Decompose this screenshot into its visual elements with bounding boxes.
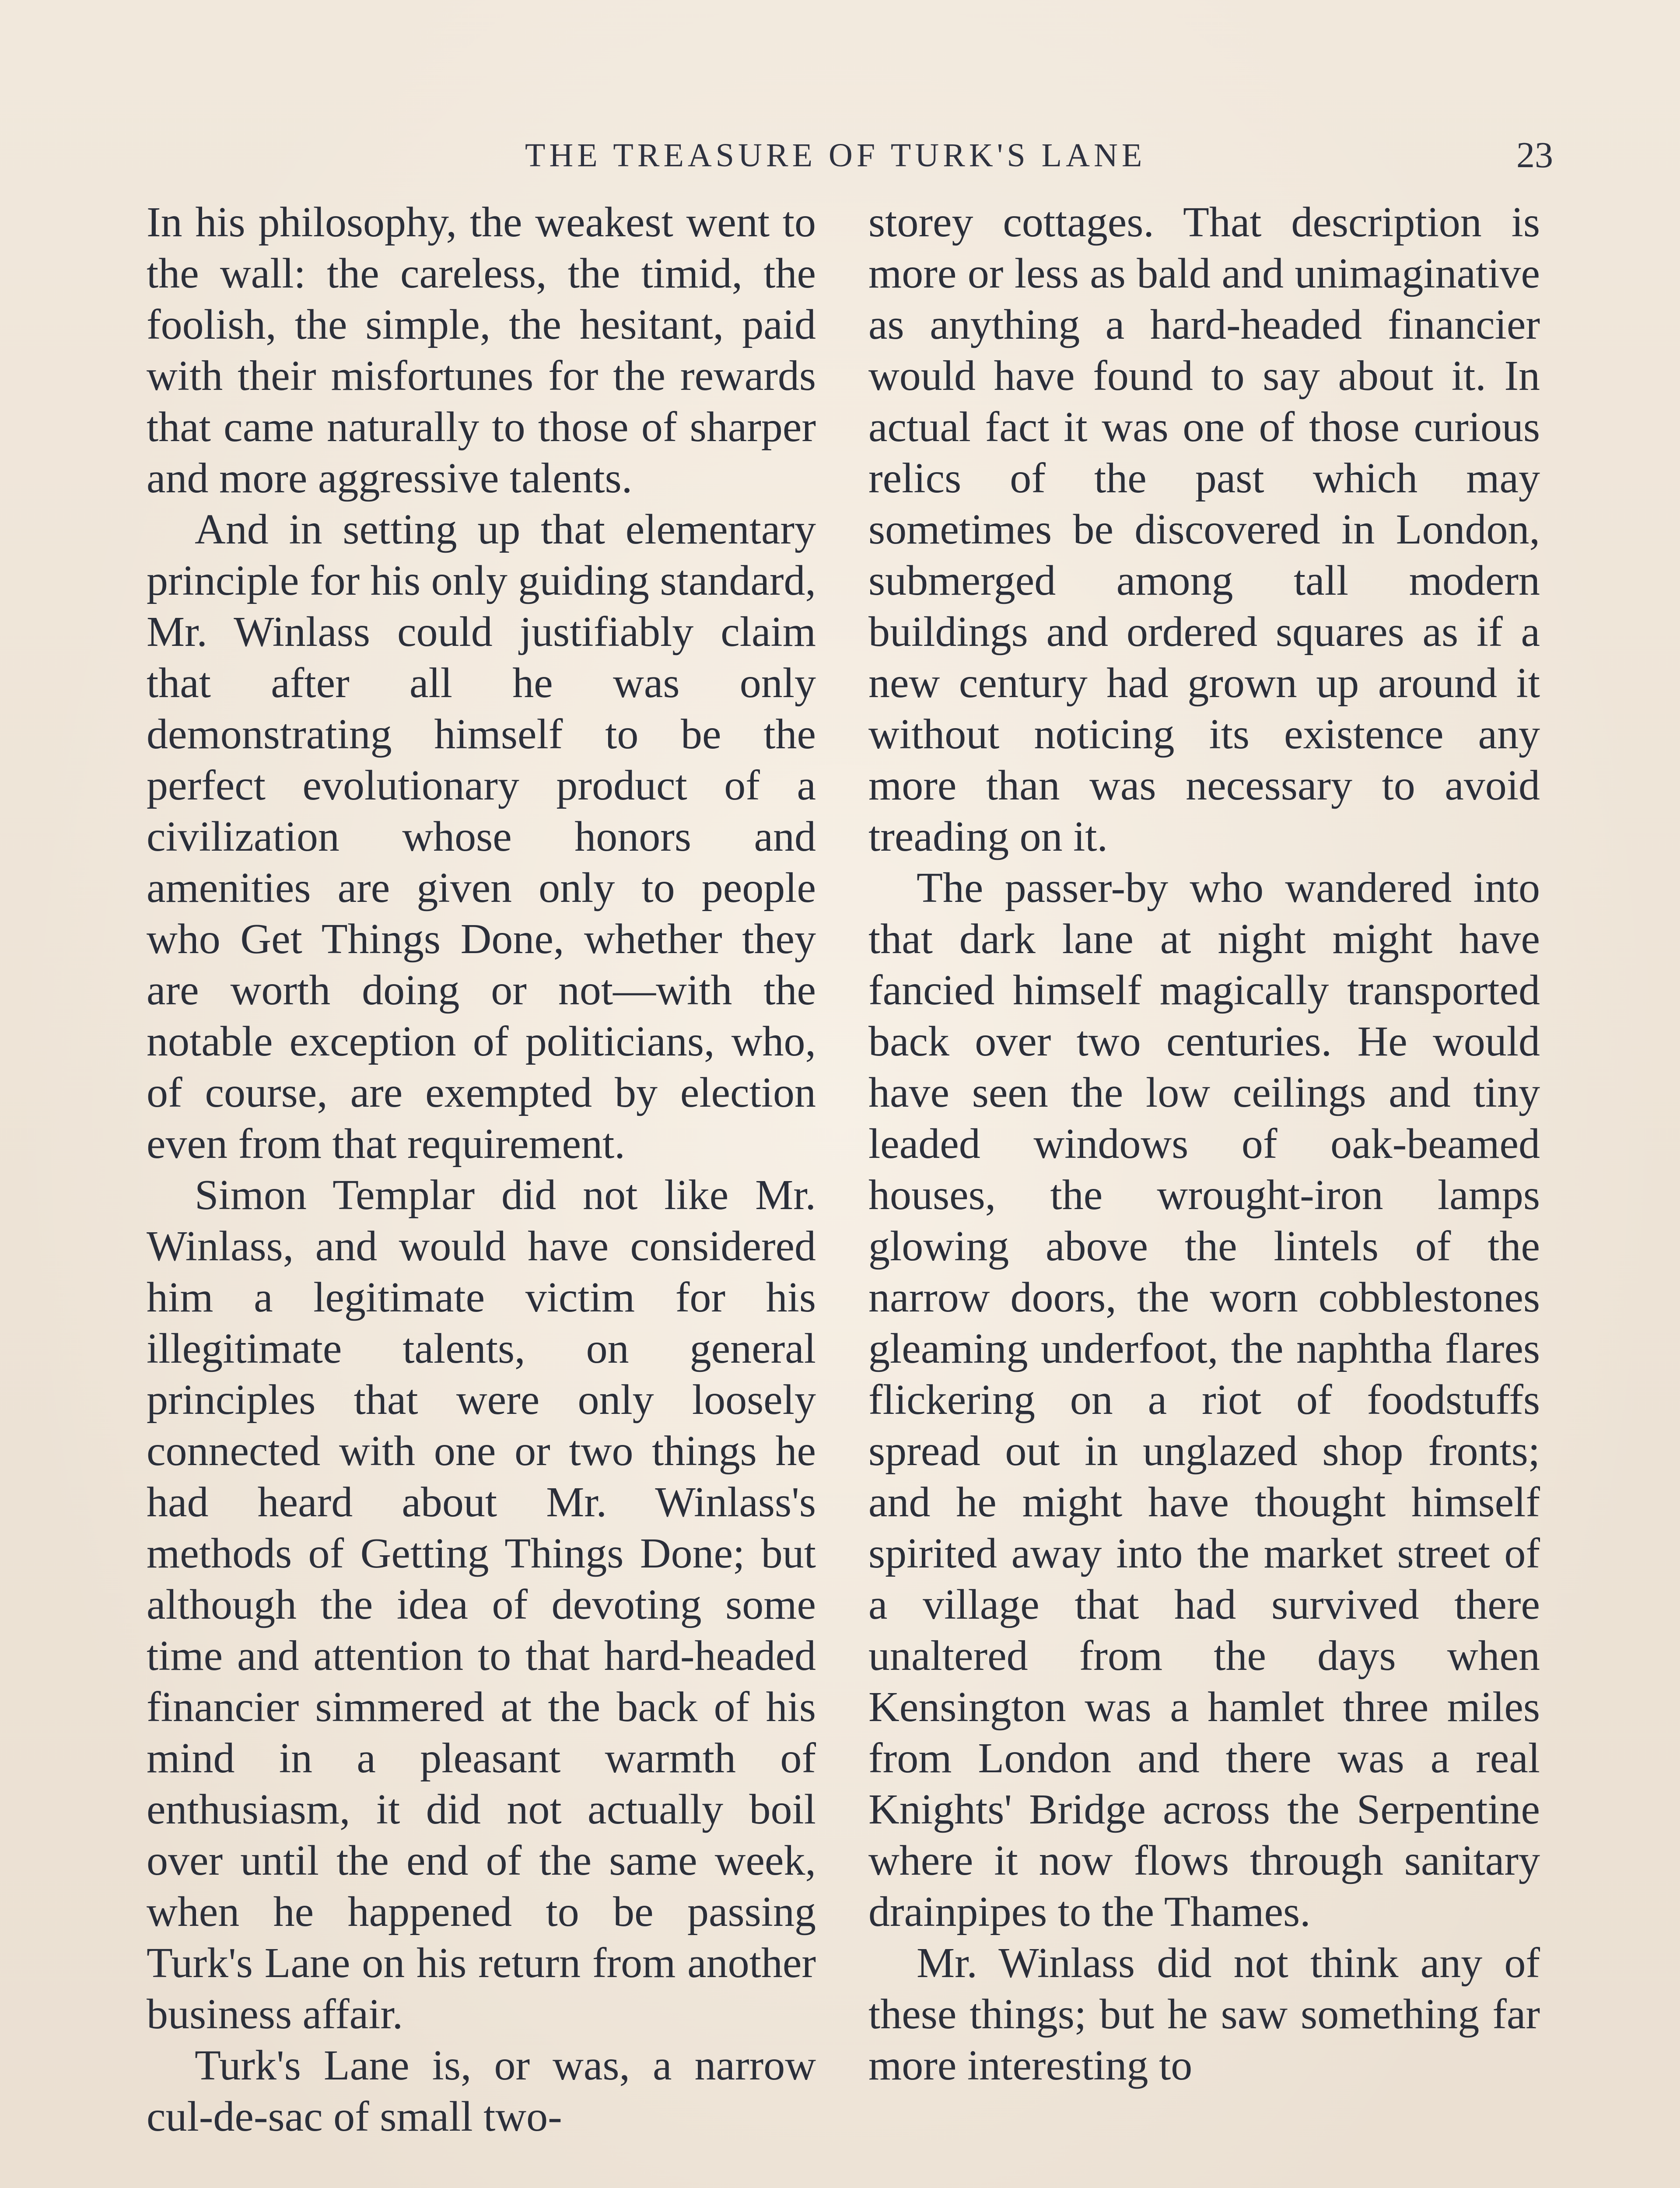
page-number: 23 bbox=[1516, 135, 1553, 175]
right-column bbox=[868, 197, 1540, 2091]
paragraph: In his philosophy, the weakest went to the wall: the careless, the timid, the foolish, the simple, the hesitant, paid with their misfortunes for the rewards that came naturally to those of sharper and more aggressive talents. bbox=[147, 199, 816, 502]
paragraph: storey cottages. That description is more or less as bald and unimaginative as anything a hard-headed financier would have found to say about it. In actual fact it was one of those curious relics of the past which may sometimes be discovered in London, submerged among tall modern buildings and ordered squares as if a new century had grown up around it without noticing its existence any more than was necessary to avoid treading on it. bbox=[868, 199, 1540, 860]
paragraph: Mr. Winlass did not think any of these things; but he saw something far more interesting to bbox=[868, 1939, 1540, 2089]
paragraph: And in setting up that elementary principle for his only guiding standard, Mr. Winlass could justifiably claim that after all he was only demonstrating himself to be the perfect evolutionary product of a civilization whose honors and amenities are given only to people who Get Things Done, whether they are worth doing or not—with the notable exception of politicians, who, of course, are exempted by election even from that requirement. bbox=[147, 506, 816, 1168]
left-column bbox=[147, 197, 816, 2142]
running-head bbox=[149, 131, 1553, 179]
paragraph: Turk's Lane is, or was, a narrow cul-de-sac of small two- bbox=[147, 2042, 816, 2140]
running-title: THE TREASURE OF TURK'S LANE bbox=[525, 137, 1146, 174]
paragraph: Simon Templar did not like Mr. Winlass, and would have considered him a legitimate victim for his illegitimate talents, on general principles that were only loosely connected with one or two things he had heard about Mr. Winlass's methods of Getting Things Done; but although the idea of devoting some time and attention to that hard-headed financier simmered at the back of his mind in a pleasant warmth of enthusiasm, it did not actually boil over until the end of the same week, when he happened to be passing Turk's Lane on his return from another business affair. bbox=[147, 1171, 816, 2038]
paragraph: The passer-by who wandered into that dark lane at night might have fancied himself magically transported back over two centuries. He would have seen the low ceilings and tiny leaded windows of oak-beamed houses, the wrought-iron lamps glowing above the lintels of the narrow doors, the worn cobblestones gleaming underfoot, the naphtha flares flickering on a riot of foodstuffs spread out in unglazed shop fronts; and he might have thought himself spirited away into the market street of a village that had survived there unaltered from the days when Kensington was a hamlet three miles from London and there was a real Knights' Bridge across the Serpentine where it now flows through sanitary drainpipes to the Thames. bbox=[868, 864, 1540, 1936]
